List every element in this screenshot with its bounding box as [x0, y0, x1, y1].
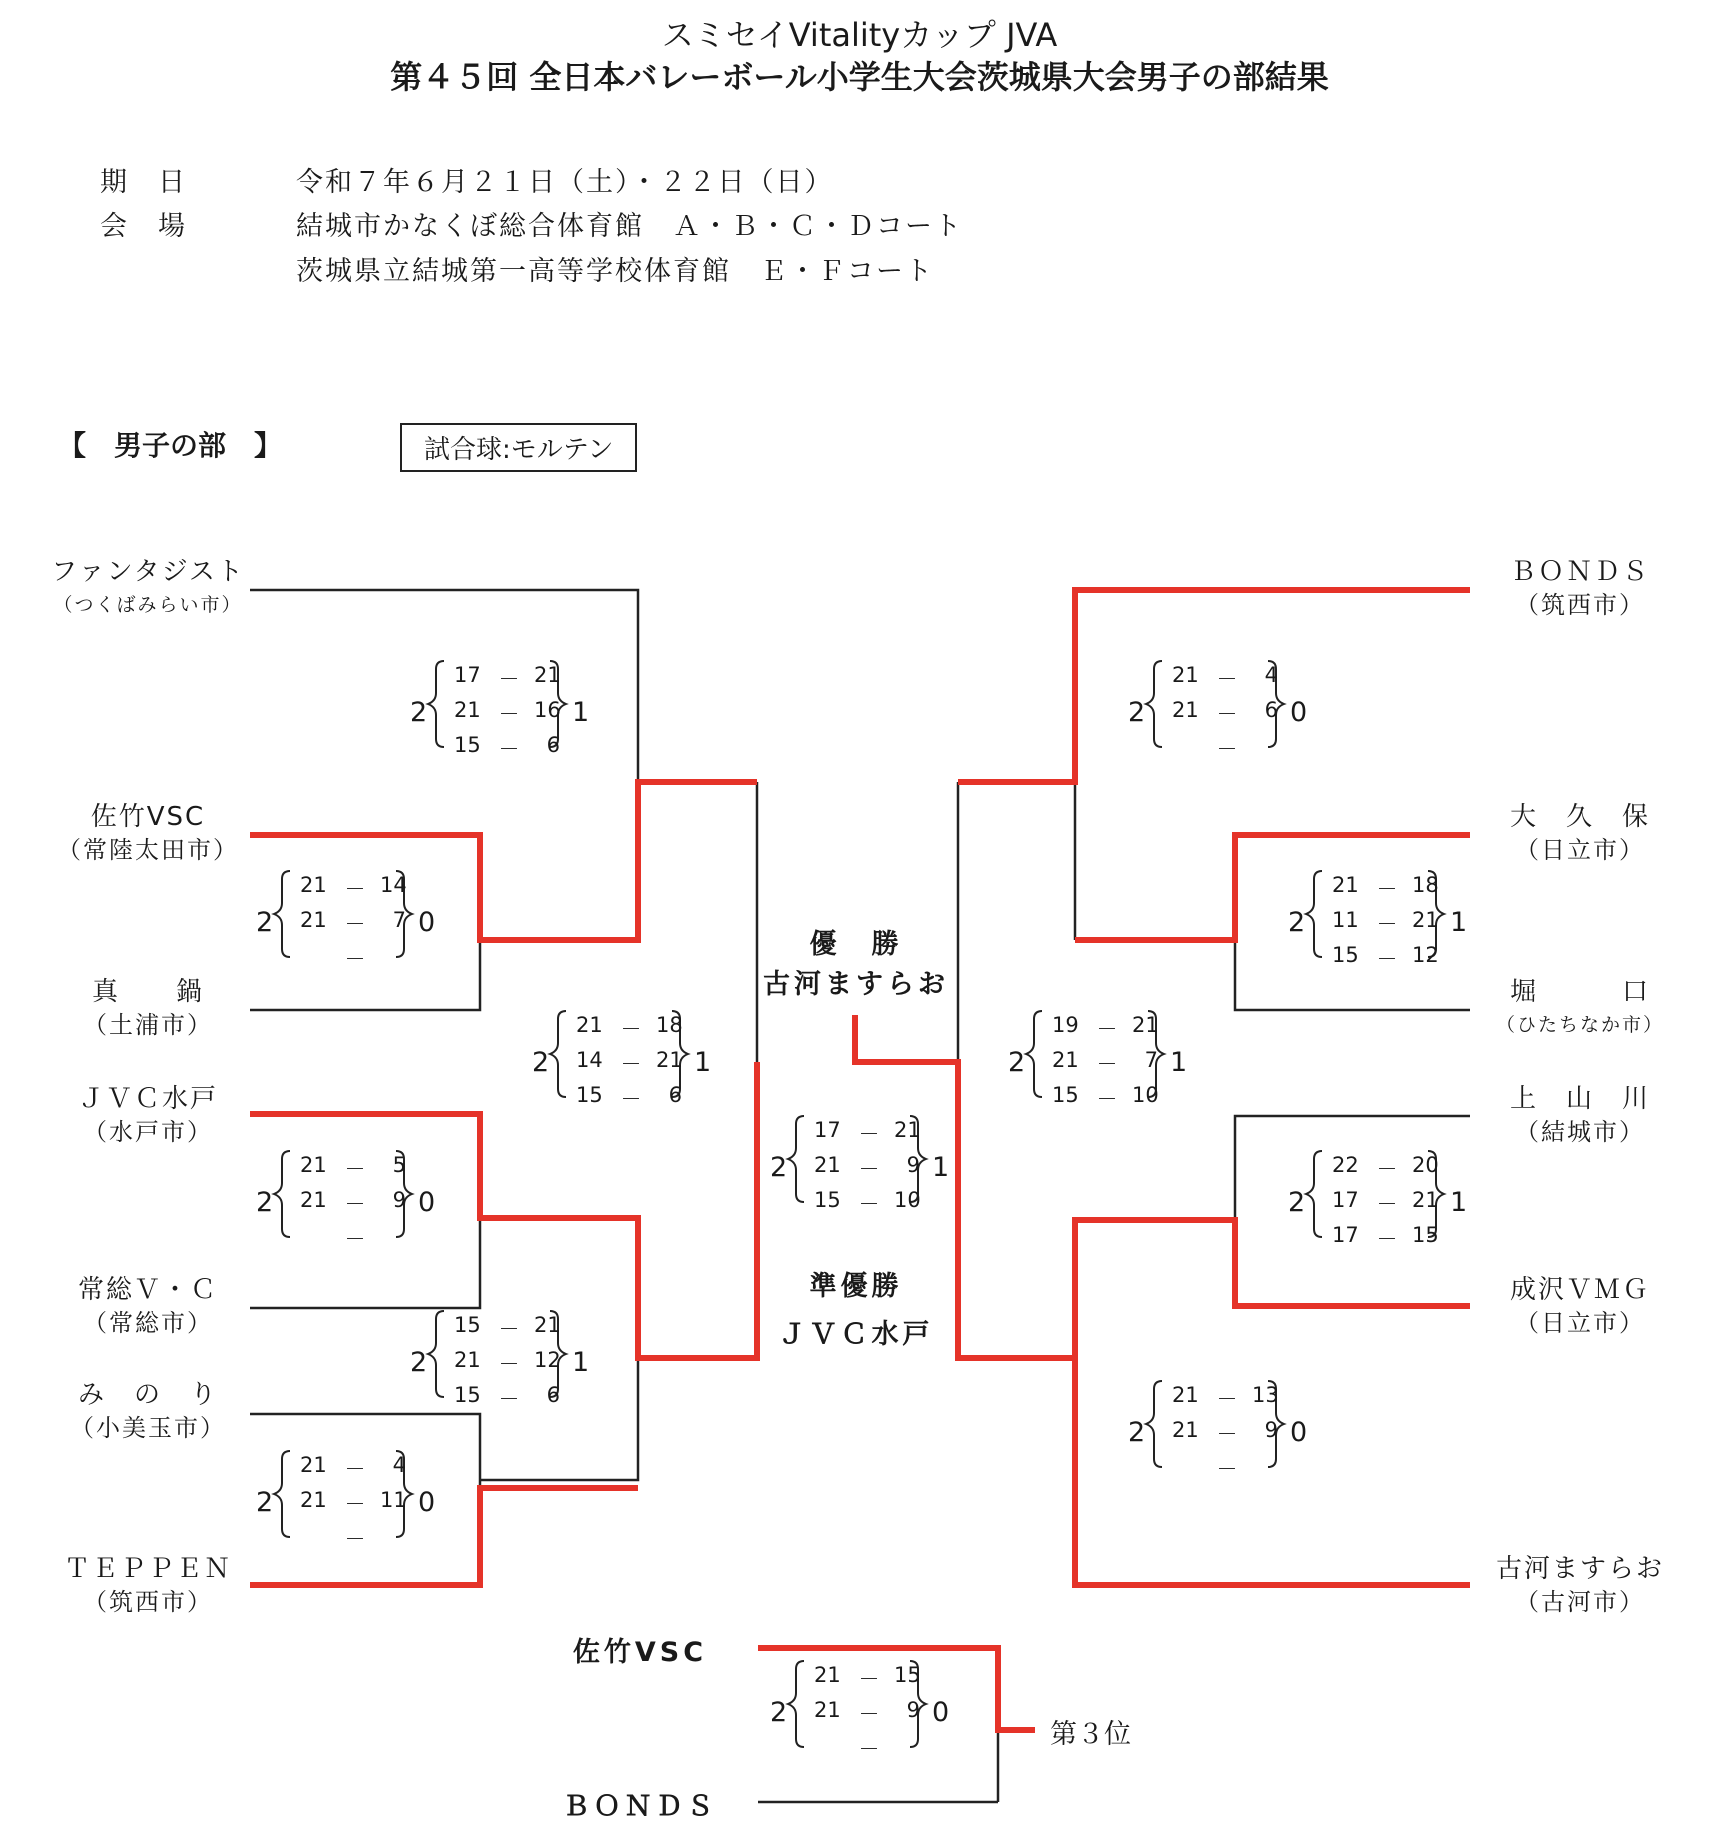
- set-dash: －: [1376, 877, 1398, 901]
- set-score-a: 21: [300, 1188, 327, 1212]
- set-dash: －: [1216, 1422, 1238, 1446]
- set-dash: －: [620, 1052, 642, 1076]
- set-dash: －: [1216, 667, 1238, 691]
- ball-box: 試合球:モルテン: [400, 423, 637, 472]
- set-score-a: 21: [1172, 1418, 1199, 1442]
- set-score-a: 15: [454, 1313, 481, 1337]
- set-score-b: 21: [1132, 1013, 1159, 1037]
- set-score-b: 15: [1412, 1223, 1439, 1247]
- set-dash: －: [344, 947, 366, 971]
- set-score-b: 9: [906, 1698, 920, 1722]
- date-label: 期 日: [100, 167, 187, 198]
- set-score-a: 17: [454, 663, 481, 687]
- set-score-a: 15: [1332, 943, 1359, 967]
- set-score-b: 11: [380, 1488, 407, 1512]
- set-dash: －: [344, 1527, 366, 1551]
- set-score-b: 9: [906, 1153, 920, 1177]
- set-score-b: 21: [656, 1048, 683, 1072]
- set-score-a: 15: [1052, 1083, 1079, 1107]
- score-block-r3: [1008, 1011, 1188, 1117]
- sets-won-right: 0: [418, 907, 436, 938]
- sets-won-left: 2: [770, 1697, 788, 1728]
- set-dash: －: [1096, 1087, 1118, 1111]
- set-dash: －: [858, 1702, 880, 1726]
- team-right-6: 古河ますらお （古河市）: [1495, 1554, 1664, 1616]
- set-score-b: 12: [1412, 943, 1439, 967]
- sets-won-left: 2: [770, 1152, 788, 1183]
- score-block-l2: [256, 871, 436, 977]
- team-left-3: 真 鍋 （土浦市）: [83, 977, 213, 1039]
- sets-won-right: 0: [932, 1697, 950, 1728]
- set-score-b: 18: [656, 1013, 683, 1037]
- sets-won-left: 2: [1008, 1047, 1026, 1078]
- set-score-a: 19: [1052, 1013, 1079, 1037]
- sets-won-left: 2: [410, 697, 428, 728]
- set-score-a: 21: [1172, 663, 1199, 687]
- set-score-b: 15: [894, 1663, 921, 1687]
- team-right-5: 成沢ＶＭＧ （日立市）: [1509, 1275, 1650, 1337]
- set-dash: －: [1216, 702, 1238, 726]
- team-right-2: 大 久 保 （日立市）: [1509, 802, 1650, 864]
- set-dash: －: [858, 1157, 880, 1181]
- score-block-l1: [410, 661, 590, 767]
- set-score-a: 21: [454, 698, 481, 722]
- third-place-label: 第３位: [1050, 1719, 1131, 1750]
- set-score-b: 6: [668, 1083, 682, 1107]
- set-score-a: 17: [1332, 1223, 1359, 1247]
- team-left-7: ＴＥＰＰＥＮ （筑西市）: [63, 1554, 232, 1616]
- set-score-a: 21: [814, 1663, 841, 1687]
- score-block-l4: [256, 1151, 436, 1257]
- set-dash: －: [1096, 1052, 1118, 1076]
- set-dash: －: [498, 667, 520, 691]
- set-dash: －: [1216, 1457, 1238, 1481]
- set-score-a: 15: [814, 1188, 841, 1212]
- set-score-a: 21: [300, 1453, 327, 1477]
- set-score-a: 21: [814, 1153, 841, 1177]
- set-dash: －: [1376, 947, 1398, 971]
- set-score-b: 6: [546, 733, 560, 757]
- sets-won-right: 1: [1450, 1187, 1468, 1218]
- set-score-a: 21: [1172, 1383, 1199, 1407]
- set-score-b: 12: [534, 1348, 561, 1372]
- score-block-r1: [1128, 661, 1308, 767]
- set-score-a: 11: [1332, 908, 1359, 932]
- set-score-b: 5: [392, 1153, 406, 1177]
- set-score-b: 21: [894, 1118, 921, 1142]
- title-line-2: 第４５回 全日本バレーボール小学生大会茨城県大会男子の部結果: [390, 58, 1329, 96]
- set-score-b: 13: [1252, 1383, 1279, 1407]
- set-score-b: 21: [1412, 908, 1439, 932]
- team-left-4: ＪＶＣ水戸 （水戸市）: [77, 1084, 218, 1146]
- set-dash: －: [498, 1317, 520, 1341]
- set-dash: －: [858, 1122, 880, 1146]
- set-score-b: 18: [1412, 873, 1439, 897]
- set-score-b: 10: [1132, 1083, 1159, 1107]
- sets-won-left: 2: [1128, 697, 1146, 728]
- score-block-r2: [1288, 871, 1468, 977]
- set-dash: －: [1376, 912, 1398, 936]
- set-score-a: 21: [300, 1153, 327, 1177]
- sets-won-left: 2: [1288, 1187, 1306, 1218]
- set-score-b: 21: [534, 1313, 561, 1337]
- set-dash: －: [1216, 1387, 1238, 1411]
- team-right-4: 上 山 川 （結城市）: [1509, 1084, 1650, 1146]
- sets-won-right: 1: [572, 1347, 590, 1378]
- runnerup-name: ＪＶＣ水戸: [778, 1319, 934, 1350]
- set-score-b: 21: [1412, 1188, 1439, 1212]
- sets-won-right: 1: [572, 697, 590, 728]
- sets-won-left: 2: [532, 1047, 550, 1078]
- set-dash: －: [1096, 1017, 1118, 1041]
- set-score-a: 21: [1172, 698, 1199, 722]
- section-title: 【 男子の部 】: [58, 429, 283, 462]
- sets-won-left: 2: [256, 907, 274, 938]
- set-dash: －: [344, 1457, 366, 1481]
- set-score-a: 17: [1332, 1188, 1359, 1212]
- team-left-6: み の り （小美玉市）: [70, 1380, 226, 1442]
- sets-won-right: 1: [694, 1047, 712, 1078]
- set-dash: －: [344, 1192, 366, 1216]
- sets-won-right: 0: [1290, 697, 1308, 728]
- sets-won-right: 0: [1290, 1417, 1308, 1448]
- set-dash: －: [498, 737, 520, 761]
- set-score-b: 4: [1264, 663, 1278, 687]
- venue-2: 茨城県立結城第一高等学校体育館 Ｅ・Ｆコート: [296, 256, 934, 287]
- third-place-top-team: 佐竹VSC: [572, 1637, 708, 1668]
- set-score-b: 6: [546, 1383, 560, 1407]
- score-block-l6: [256, 1451, 436, 1557]
- set-score-a: 17: [814, 1118, 841, 1142]
- set-dash: －: [858, 1192, 880, 1216]
- set-score-a: 15: [576, 1083, 603, 1107]
- set-score-a: 21: [300, 873, 327, 897]
- set-score-b: 9: [1264, 1418, 1278, 1442]
- set-dash: －: [858, 1737, 880, 1761]
- sets-won-left: 2: [410, 1347, 428, 1378]
- set-score-a: 15: [454, 1383, 481, 1407]
- score-block-l3: [532, 1011, 712, 1117]
- set-score-a: 21: [1052, 1048, 1079, 1072]
- set-dash: －: [498, 702, 520, 726]
- sets-won-left: 2: [256, 1187, 274, 1218]
- score-block-r5: [1128, 1381, 1308, 1487]
- score-block-l5: [410, 1311, 590, 1417]
- sets-won-left: 2: [1128, 1417, 1146, 1448]
- set-score-a: 15: [454, 733, 481, 757]
- venue-label: 会 場: [100, 211, 187, 242]
- sets-won-left: 2: [1288, 907, 1306, 938]
- set-score-a: 21: [1332, 873, 1359, 897]
- set-score-b: 9: [392, 1188, 406, 1212]
- sets-won-right: 0: [418, 1187, 436, 1218]
- venue-1: 結城市かなくぼ総合体育館 Ａ・Ｂ・Ｃ・Ｄコート: [296, 211, 963, 242]
- set-score-a: 21: [814, 1698, 841, 1722]
- set-score-b: 7: [392, 908, 406, 932]
- team-right-1: ＢＯＮＤＳ （筑西市）: [1509, 557, 1650, 619]
- sets-won-right: 0: [418, 1487, 436, 1518]
- set-dash: －: [344, 1157, 366, 1181]
- set-score-a: 21: [576, 1013, 603, 1037]
- set-score-b: 16: [534, 698, 561, 722]
- team-left-5: 常総Ｖ・Ｃ （常総市）: [77, 1275, 218, 1337]
- set-dash: －: [1216, 737, 1238, 761]
- set-dash: －: [498, 1352, 520, 1376]
- set-score-a: 22: [1332, 1153, 1359, 1177]
- set-dash: －: [1376, 1192, 1398, 1216]
- champion-label: 優 勝: [809, 929, 903, 960]
- set-score-a: 14: [576, 1048, 603, 1072]
- sets-won-left: 2: [256, 1487, 274, 1518]
- team-left-1: ファンタジスト （つくばみらい市）: [51, 557, 245, 616]
- sets-won-right: 1: [932, 1152, 950, 1183]
- sets-won-right: 1: [1450, 907, 1468, 938]
- set-score-b: 14: [380, 873, 407, 897]
- set-dash: －: [620, 1087, 642, 1111]
- set-score-a: 21: [300, 1488, 327, 1512]
- set-score-b: 4: [392, 1453, 406, 1477]
- set-dash: －: [1376, 1227, 1398, 1251]
- champion-name: 古河ますらお: [763, 969, 949, 1000]
- set-dash: －: [344, 1227, 366, 1251]
- set-score-a: 21: [300, 908, 327, 932]
- set-score-b: 7: [1144, 1048, 1158, 1072]
- set-dash: －: [344, 877, 366, 901]
- score-block-r4: [1288, 1151, 1468, 1257]
- sets-won-right: 1: [1170, 1047, 1188, 1078]
- team-right-3: 堀 口 （ひたちなか市）: [1495, 977, 1664, 1036]
- set-score-a: 21: [454, 1348, 481, 1372]
- set-score-b: 21: [534, 663, 561, 687]
- score-block-f: [770, 1116, 950, 1222]
- set-score-b: 6: [1264, 698, 1278, 722]
- runnerup-label: 準優勝: [809, 1271, 903, 1302]
- set-dash: －: [620, 1017, 642, 1041]
- set-dash: －: [498, 1387, 520, 1411]
- set-dash: －: [1376, 1157, 1398, 1181]
- set-dash: －: [858, 1667, 880, 1691]
- team-left-2: 佐竹VSC （常陸太田市）: [57, 802, 239, 864]
- title-line-1: スミセイVitalityカップ JVA: [661, 16, 1058, 54]
- set-score-b: 10: [894, 1188, 921, 1212]
- score-block-t3: [770, 1661, 950, 1767]
- set-score-b: 20: [1412, 1153, 1439, 1177]
- set-dash: －: [344, 1492, 366, 1516]
- set-dash: －: [344, 912, 366, 936]
- date-value: 令和７年６月２１日（土）・２２日（日）: [296, 167, 834, 198]
- third-place-bottom-team: ＢＯＮＤＳ: [562, 1791, 718, 1822]
